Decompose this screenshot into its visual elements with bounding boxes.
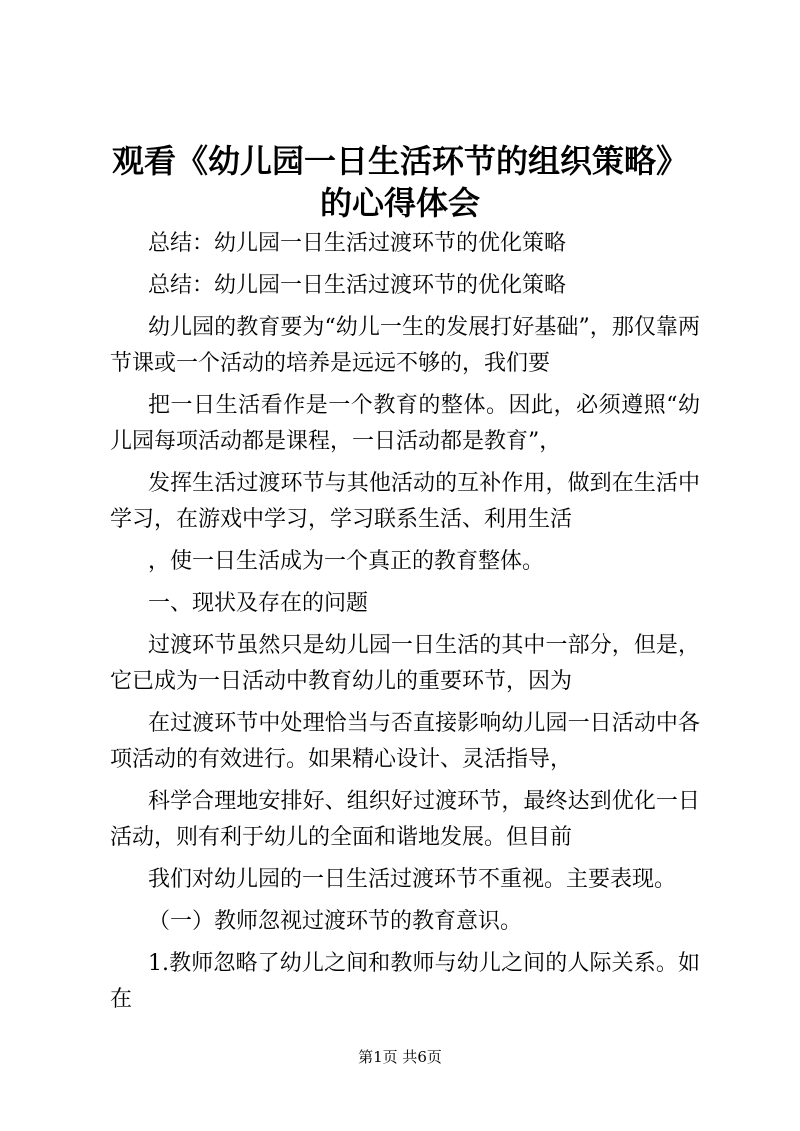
- paragraph-5: 发挥生活过渡环节与其他活动的互补作用，做到在生活中学习，在游戏中学习，学习联系生活、利用生活: [110, 471, 700, 532]
- subsection-heading: （一）教师忽视过渡环节的教育意识。: [148, 909, 523, 934]
- paragraph-13: 1.教师忽略了幼儿之间和教师与幼儿之间的人际关系。如在: [110, 951, 700, 1012]
- paragraph-9: 在过渡环节中处理恰当与否直接影响幼儿园一日活动中各项活动的有效进行。如果精心设计、灵活指导，: [110, 711, 700, 772]
- document-title: 观看《幼儿园一日生活环节的组织策略》的心得体会: [111, 142, 688, 222]
- paragraph-4: 把一日生活看作是一个教育的整体。因此，必须遵照“幼儿园每项活动都是课程，一日活动都是教育”，: [110, 393, 700, 454]
- paragraph-10: 科学合理地安排好、组织好过渡环节，最终达到优化一日活动，则有利于幼儿的全面和谐地发展。但目前: [110, 789, 700, 850]
- page-number-footer: 第1页 共6页: [358, 1048, 442, 1066]
- document-body: [110, 226, 700, 1024]
- paragraph-1: 总结：幼儿园一日生活过渡环节的优化策略: [148, 231, 567, 256]
- paragraph-2: 总结：幼儿园一日生活过渡环节的优化策略: [148, 273, 567, 298]
- paragraph-3: 幼儿园的教育要为“幼儿一生的发展打好基础”，那仅靠两节课或一个活动的培养是远远不够的，我们要: [110, 315, 700, 376]
- paragraph-6: ，使一日生活成为一个真正的教育整体。: [148, 549, 545, 574]
- paragraph-11: 我们对幼儿园的一日生活过渡环节不重视。主要表现。: [148, 867, 677, 892]
- section-heading: 一、现状及存在的问题: [148, 591, 369, 616]
- paragraph-8: 过渡环节虽然只是幼儿园一日生活的其中一部分，但是，它已成为一日活动中教育幼儿的重要环节，因为: [110, 633, 700, 694]
